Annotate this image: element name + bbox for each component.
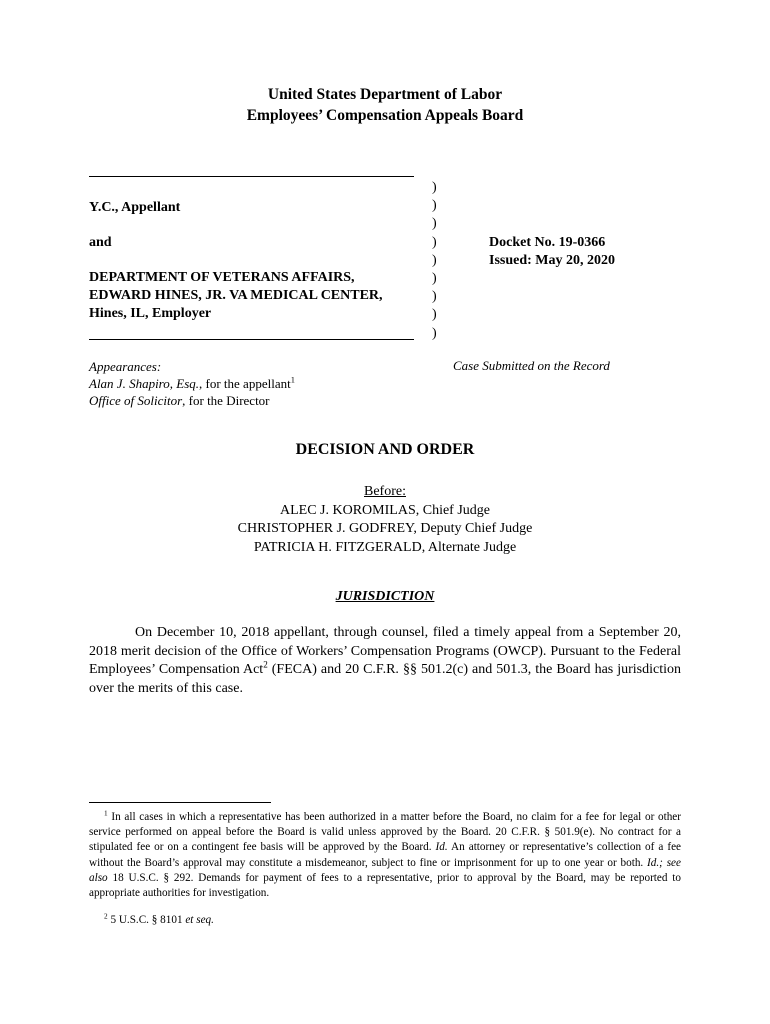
footnote-2-text: 5 U.S.C. § 8101	[107, 914, 186, 926]
footnote-ref-1[interactable]: 1	[290, 374, 295, 385]
case-submitted-note: Case Submitted on the Record	[453, 358, 610, 373]
caption-bottom-rule	[89, 339, 414, 340]
footnote-2-number: 2	[104, 912, 108, 921]
footnote-1-text-c: 18 U.S.C. § 292. Demands for payment of fees to a representative, prior to approval by the Board, may be reported to appropriate authorities for investigation.	[89, 871, 681, 900]
board-title: Employees’ Compensation Appeals Board	[246, 107, 524, 124]
agency-title: United States Department of Labor	[267, 86, 503, 103]
footnote-1-id: Id.	[435, 841, 448, 854]
footnote-2	[104, 914, 214, 926]
jurisdiction-heading: JURISDICTION	[335, 589, 435, 604]
judges-panel	[0, 483, 770, 557]
director-representative: Office of Solicitor	[89, 393, 183, 408]
footnote-ref-2[interactable]: 2	[263, 659, 268, 670]
employer-line-3: Hines, IL, Employer	[89, 306, 212, 321]
footnote-separator	[89, 802, 271, 803]
appearances	[89, 358, 295, 409]
docket-block	[489, 234, 615, 270]
judge-1: ALEC J. KOROMILAS, Chief Judge	[280, 502, 490, 518]
jurisdiction-text-part-2: (FECA) and 20 C.F.R. §§ 501.2(c) and 501.3, the Board has jurisdiction over the merits of this case.	[89, 662, 682, 696]
decision-title: DECISION AND ORDER	[295, 441, 475, 458]
footnote-1-id-see-also: Id.; see also	[89, 856, 681, 884]
footnote-1-text-a: In all cases in which a representative has been authorized in a matter before the Board, no claim for a fee for legal or other service performed on appeal before the Board is valid unless approved by the Board. 20 C.F.R. § 501.9(e). No contract for a stipulated fee or on a contingent fee basis will be approved by the Board.	[89, 811, 681, 854]
before-label: Before:	[364, 484, 406, 499]
appellant-name: Y.C., Appellant	[89, 200, 181, 215]
director-representative-role: , for the Director	[182, 393, 270, 408]
caption-parentheses: ) ) ) ) ) ) ) ) )	[432, 180, 437, 341]
docket-number: Docket No. 19-0366	[489, 235, 606, 250]
judge-3: PATRICIA H. FITZGERALD, Alternate Judge	[253, 539, 517, 555]
issued-date: Issued: May 20, 2020	[489, 253, 616, 268]
footnote-2-et-seq: et seq.	[185, 914, 214, 926]
footnote-1	[89, 810, 681, 901]
employer-line-2: EDWARD HINES, JR. VA MEDICAL CENTER,	[89, 288, 383, 303]
footnote-1-text-b: An attorney or representative’s collection of a fee without the Board’s approval may constitute a misdemeanor, subject to fine or imprisonment for up to one year or both.	[89, 841, 681, 869]
footnote-1-number: 1	[104, 809, 108, 818]
jurisdiction-text-part-1: On December 10, 2018 appellant, through counsel, filed a timely appeal from a September 20, 2018 merit decision of the Office of Workers’ Compensation Programs (OWCP). Pursuant to the Federal Employees’ Compensation Act	[89, 625, 681, 677]
appearances-label: Appearances:	[89, 359, 162, 374]
judge-2: CHRISTOPHER J. GODFREY, Deputy Chief Judge	[237, 521, 533, 536]
appellant-representative: Alan J. Shapiro, Esq.	[89, 376, 200, 391]
appellant-representative-role: , for the appellant	[199, 376, 291, 391]
caption-top-rule	[89, 176, 414, 177]
jurisdiction-paragraph	[89, 624, 681, 698]
caption-and: and	[89, 235, 112, 250]
employer-line-1: DEPARTMENT OF VETERANS AFFAIRS,	[89, 270, 355, 285]
